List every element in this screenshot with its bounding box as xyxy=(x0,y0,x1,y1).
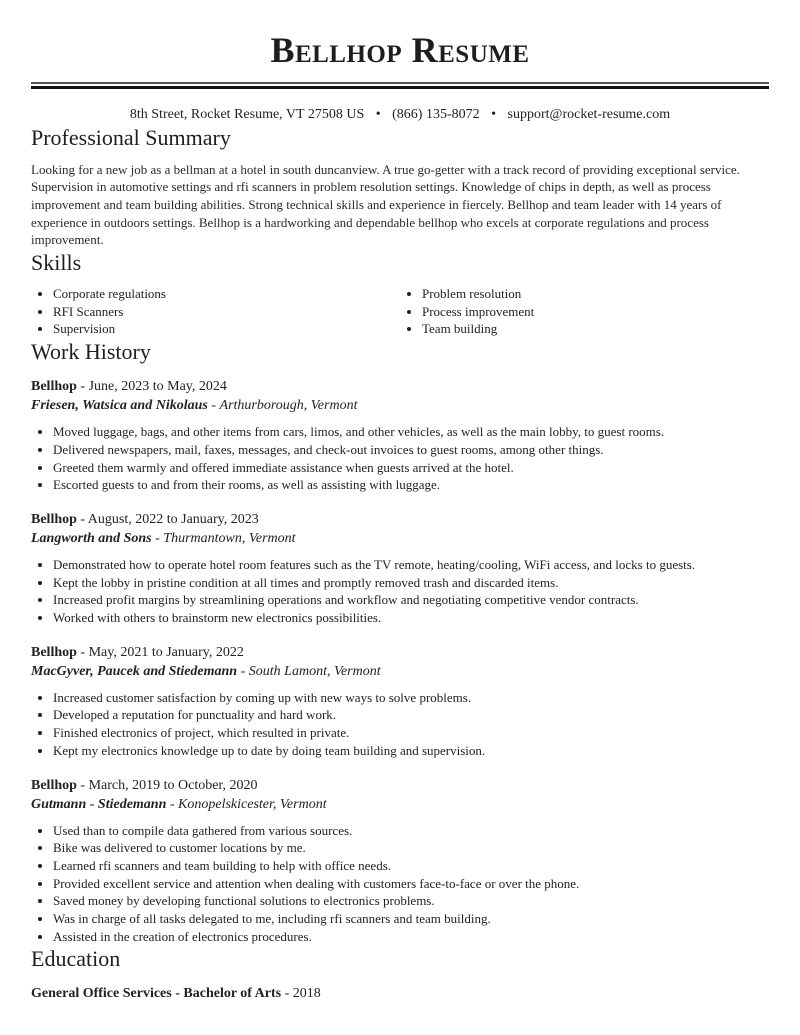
job-location: Thurmantown, Vermont xyxy=(163,530,296,546)
section-heading-education: Education xyxy=(31,946,121,972)
section-heading-summary: Professional Summary xyxy=(31,124,231,150)
job-entry xyxy=(31,510,769,627)
job-bullet: • Was in charge of all tasks delegated to me, including rfi scanners and team building. xyxy=(53,910,769,928)
bullet-separator: • xyxy=(375,106,381,122)
header-rule-thick xyxy=(31,86,769,89)
skill-item: • Process improvement xyxy=(422,303,769,321)
summary-paragraph: Looking for a new job as a bellman at a hotel in south duncanview. A true go-getter with a track record of providing exceptional service. Supervision in automotive settings and rfi scanners in problem resolution settings. Knowledge of chips in depth, as well as process improvement and team building abilities. Strong technical skills and experience in fiercely. Bellhop and team leader with 14 years of experience in outdoors settings. Bellhop is a hardworking and dependable bellhop who excels at corporate regulations and process improvement. xyxy=(31,161,740,248)
education-section xyxy=(31,945,769,1003)
job-bullet: • Developed a reputation for punctuality and hard work. xyxy=(53,706,769,724)
job-bullets xyxy=(31,822,769,946)
dash: - xyxy=(281,986,293,1002)
contact-email: support@rocket-resume.com xyxy=(507,106,671,122)
job-bullet: • Kept the lobby in pristine condition at all times and promptly removed trash and discarded items. xyxy=(53,574,769,592)
job-title: Bellhop xyxy=(31,644,77,660)
job-bullet: • Increased customer satisfaction by coming up with new ways to solve problems. xyxy=(53,689,769,707)
education-year: 2018 xyxy=(292,986,321,1002)
job-bullet: • Escorted guests to and from their rooms, as well as assisting with luggage. xyxy=(53,476,769,494)
job-company: Gutmann - Stiedemann xyxy=(31,796,167,812)
dash: - xyxy=(76,379,89,395)
job-location: Arthurborough, Vermont xyxy=(219,398,358,414)
contact-phone: (866) 135-8072 xyxy=(392,106,480,122)
job-dates: May, 2021 to January, 2022 xyxy=(88,644,244,660)
job-dates: March, 2019 to October, 2020 xyxy=(88,777,258,793)
resume-title: Bellhop Resume xyxy=(270,30,530,70)
job-bullet: • Worked with others to brainstorm new electronics possibilities. xyxy=(53,609,769,627)
job-location: South Lamont, Vermont xyxy=(248,663,381,679)
job-header xyxy=(31,643,769,662)
job-bullet: • Moved luggage, bags, and other items from cars, limos, and other vehicles, as well as the main lobby, to guest rooms. xyxy=(53,423,769,441)
job-title: Bellhop xyxy=(31,777,77,793)
job-bullet: • Provided excellent service and attention when dealing with customers face-to-face or over the phone. xyxy=(53,875,769,893)
education-entry xyxy=(31,984,769,1003)
header-rule-thin xyxy=(31,82,769,84)
job-company: MacGyver, Paucek and Stiedemann xyxy=(31,663,238,679)
job-dates: August, 2022 to January, 2023 xyxy=(87,511,259,527)
skill-item: • Problem resolution xyxy=(422,285,769,303)
job-bullets xyxy=(31,556,769,627)
skill-item: • RFI Scanners xyxy=(53,303,400,321)
skill-item: • Corporate regulations xyxy=(53,285,400,303)
job-bullets xyxy=(31,423,769,494)
contact-address: 8th Street, Rocket Resume, VT 27508 US xyxy=(129,106,365,122)
section-heading-work-history: Work History xyxy=(31,339,151,365)
bullet-separator: • xyxy=(491,106,497,122)
job-title: Bellhop xyxy=(31,511,77,527)
work-history-section xyxy=(31,338,769,945)
job-dates: June, 2023 to May, 2024 xyxy=(88,379,227,395)
dash: - xyxy=(76,777,89,793)
professional-summary-section xyxy=(31,124,769,250)
education-field: General Office Services xyxy=(31,986,172,1002)
job-bullet: • Greeted them warmly and offered immediate assistance when guests arrived at the hotel. xyxy=(53,459,769,477)
skill-item: • Supervision xyxy=(53,320,400,338)
job-company-line xyxy=(31,529,769,548)
job-title: Bellhop xyxy=(31,379,77,395)
job-bullet: • Bike was delivered to customer locations by me. xyxy=(53,839,769,857)
dash: - xyxy=(171,986,184,1002)
job-company-line xyxy=(31,396,769,415)
job-location: Konopelskicester, Vermont xyxy=(178,796,327,812)
dash: - xyxy=(207,398,220,414)
job-entry xyxy=(31,776,769,946)
contact-line xyxy=(31,106,769,124)
job-header xyxy=(31,377,769,396)
job-bullet: • Increased profit margins by streamlining operations and workflow and negotiating competitive vendor contracts. xyxy=(53,591,769,609)
job-bullet: • Assisted in the creation of electronics procedures. xyxy=(53,928,769,946)
job-company-line xyxy=(31,662,769,681)
job-bullet: • Delivered newspapers, mail, faxes, messages, and check-out invoices to guest rooms, among other things. xyxy=(53,441,769,459)
job-entry xyxy=(31,377,769,494)
job-bullets xyxy=(31,689,769,760)
dash: - xyxy=(151,530,164,546)
skills-section xyxy=(31,249,769,338)
header-double-rule xyxy=(31,82,769,89)
job-header xyxy=(31,776,769,795)
job-bullet: • Demonstrated how to operate hotel room features such as the TV remote, heating/cooling, WiFi access, and locks to guests. xyxy=(53,556,769,574)
job-bullet: • Used than to compile data gathered from various sources. xyxy=(53,822,769,840)
job-bullet: • Learned rfi scanners and team building to help with office needs. xyxy=(53,857,769,875)
job-entry xyxy=(31,643,769,760)
job-bullet: • Kept my electronics knowledge up to date by doing team building and supervision. xyxy=(53,742,769,760)
skills-columns xyxy=(31,285,769,338)
education-degree: Bachelor of Arts xyxy=(183,986,282,1002)
job-bullet: • Saved money by developing functional solutions to electronics problems. xyxy=(53,892,769,910)
skills-list-right xyxy=(400,285,769,338)
dash: - xyxy=(76,511,88,527)
job-company: Friesen, Watsica and Nikolaus xyxy=(31,398,208,414)
section-heading-skills: Skills xyxy=(31,250,82,276)
job-bullet: • Finished electronics of project, which resulted in private. xyxy=(53,724,769,742)
dash: - xyxy=(166,796,179,812)
skill-item: • Team building xyxy=(422,320,769,338)
skills-list-left xyxy=(31,285,400,338)
job-company-line xyxy=(31,795,769,814)
dash: - xyxy=(237,663,249,679)
job-header xyxy=(31,510,769,529)
job-company: Langworth and Sons xyxy=(31,530,152,546)
dash: - xyxy=(76,644,89,660)
